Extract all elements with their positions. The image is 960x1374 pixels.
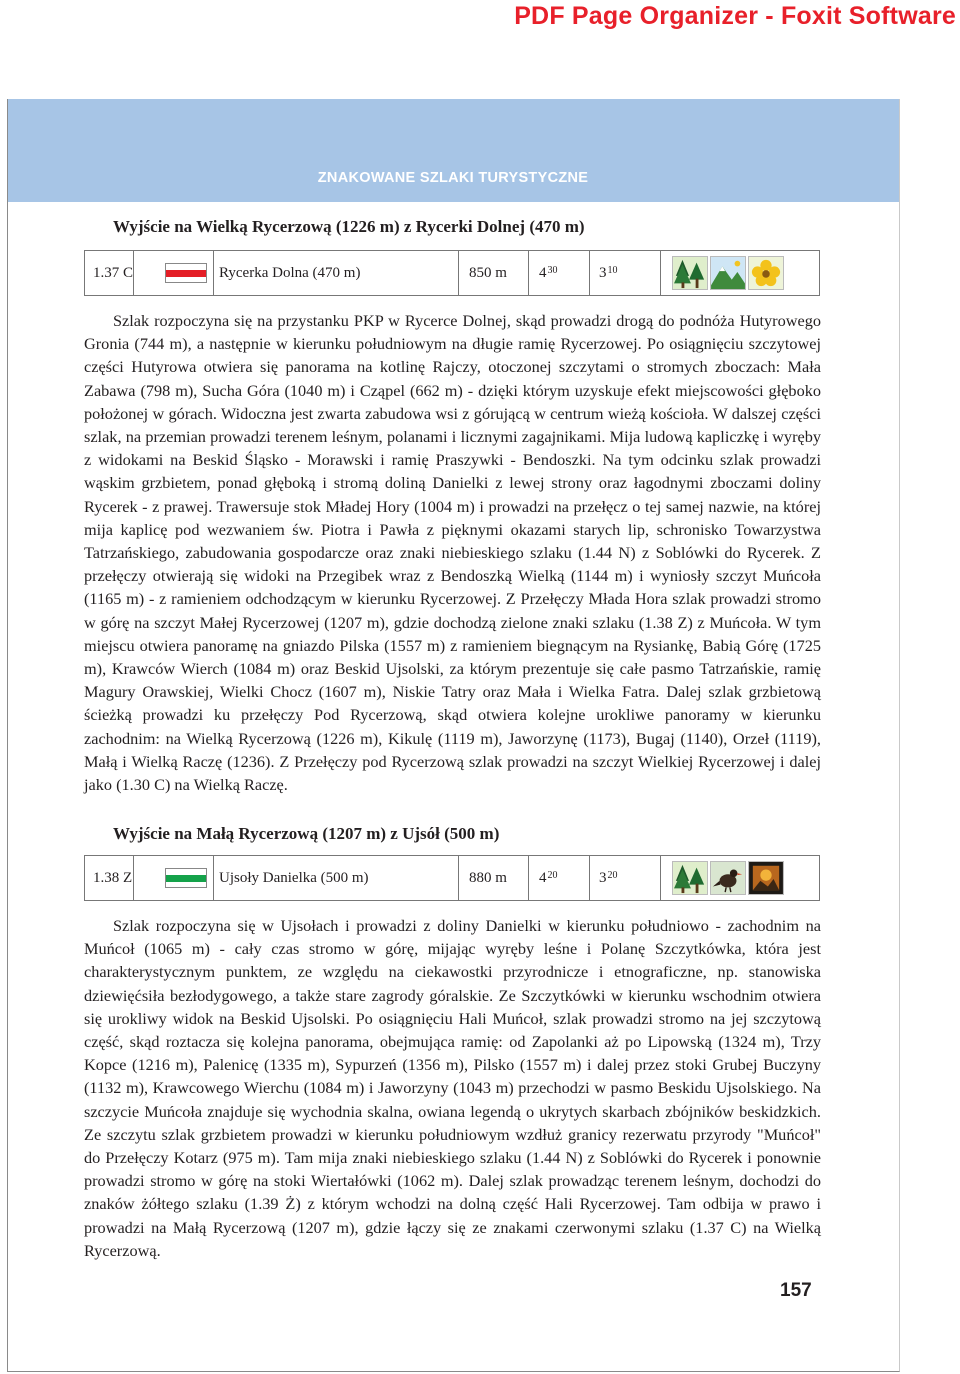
route-elevation: 850 m	[469, 264, 507, 281]
watermark-title: PDF Page Organizer - Foxit Software	[514, 2, 956, 30]
time-down-hours: 3	[599, 869, 607, 886]
mountain-view-icon	[710, 256, 746, 290]
route-code: 1.38 Z	[93, 869, 133, 886]
route-elevation: 880 m	[469, 869, 507, 886]
trail-marker-green	[165, 868, 207, 888]
route-heading: Wyjście na Wielką Rycerzową (1226 m) z Rycerki Dolnej (470 m)	[113, 217, 585, 236]
time-down: 3 $^{20}$	[599, 869, 618, 886]
route-start: Rycerka Dolna (470 m)	[219, 264, 361, 281]
time-up-hours: 4	[539, 869, 547, 886]
time-up-hours: 4	[539, 264, 547, 281]
sunset-icon	[748, 861, 784, 895]
route-description: Szlak rozpoczyna się w Ujsołach i prowadzi z doliny Danielki w kierunku południowo - zachodnim na Muńcoł (1065 m) - cały czas stromo w górę, mijając wyręby leśne i Polanę Szczytkówka, która jest charakterystycznym punktem, ze względu na ciekawostki przyrodnicze i etnograficzne, np. stanowiska dziewięćsiła bezłodygowego, a także stare zagrody góralskie. Ze Szczytkówki w kierunku wschodnim otwiera się urokliwy widok na Beskid Ujsolski. Po osiągnięciu Hali Muńcoł, szlak prowadzi stromo na jej szczytową część, skąd roztacza się kolejna panorama, obejmująca ramię: od Zapolanki aż po Lipowską (1324 m), Trzy Kopce (1216 m), Palenicę (1335 m), Sypurzeń (1356 m), Pilsko (1557 m) i dalej przez stoki Grubej Buczyny (1132 m), Krawcowego Wierchu (1084 m) i Jaworzyny (1043 m) przechodzi w pasmo Beskidu Ujsolskiego. Na szczycie Muńcoła znajduje się wychodnia skalna, owiana legendą o ukrytych skarbach zbójników beskidzkich. Ze szczytu szlak grzbietem prowadzi w kierunku południowym wzdłuż granicy rezerwatu przyrody "Muńcoł" do Przełęczy Kotarz (975 m). Tam mija znaki niebieskiego szlaku (1.44 N) z Soblówki do Rycerek i ponownie prowadzi stromo w górę na stoki Wiertałówki (1062 m). Dalej szlak prowadząc terenem leśnym, dochodzi do znaków żółtego szlaku (1.39 Ż) z którym wchodzi na dolną część Hali Rycerzowej. Tam odbija w prawo i prowadzi na Małą Rycerzową (1207 m), gdzie łączy się ze znakami czerwonymi szlaku (1.37 C) na Wielką Rycerzową.	[84, 916, 821, 1260]
route-description: Szlak rozpoczyna się na przystanku PKP w Rycerce Dolnej, skąd prowadzi drogą do podnóża Hutyrowego Gronia (744 m), a następnie w kierunku południowym na długie ramię Rycerzowej. Po osiągnięciu szczytowej części Hutyrowa otwiera się panorama na kotlinę Rajczy, otoczonej szczytami o stromych zboczach: Mała Zabawa (798 m), Sucha Góra (1040 m) i Cząpel (662 m) - dzięki którym uzyskuje efekt miejscowości głęboko położonej w górach. Widoczna jest zwarta zabudowa wsi z górującą w centrum wieżą kościoła. W dalszej części szlak, na przemian prowadzi terenem leśnym, polanami i licznymi zagajnikami. Mija ludową kapliczkę i wyręby z widokami na Beskid Śląsko - Morawski i ramię Praszywki - Bendoszki. Na tym odcinku szlak prowadzi wąskim grzbietem, ponad głęboką i stromą doliną Danielki z lewej strony oraz łagodnymi zboczami doliny Rycerek - z prawej. Trawersuje stok Mładej Hory (1004 m) i prowadzi na przełęcz o tej samej nazwie, na której mija kaplicę pod wezwaniem św. Piotra i Pawła z pięknymi okazami starych lip, schronisko Towarzystwa Tatrzańskiego, zabudowania gospodarcze oraz znaki niebieskiego szlaku (1.44 N) z Soblówki do Rycerek. Z przełęczy otwierają się widoki na Przegibek wraz z Bendoszką Wielką (1144 m) i wyniosły szczyt Muńcoła (1165 m) - z ramieniem odchodzącym w kierunku Rycerzowej. Z Przełęczy Młada Hora szlak prowadzi stromo w górę na szczyt Małej Rycerzowej (1207 m), gdzie dochodzą zielone znaki szlaku (1.38 Z) z Muńcoła. W tym miejscu otwiera panoramę na gniazdo Pilska (1557 m) z ramieniem biegnącym na Rysiankę, Babią Górę (1725 m), Krawców Wierch (1084 m) oraz Beskid Ujsolski, za którym prezentuje się całe pasmo Tatrzańskie, ramię Magury Orawskiej, Wielki Chocz (1607 m), Niskie Tatry oraz Mała i Wielka Fatra. Dalej szlak grzbietową ścieżką prowadzi ku przełęczy Pod Rycerzową, skąd otwiera kolejne urokliwe panoramy w kierunku zachodnim: na Wielką Rycerzową (1226 m), Kikulę (1119 m), Jaworzynę (1173), Bugaj (1140), Orzeł (1119), Małą i Wielką Raczę (1236). Z Przełęczy pod Rycerzową szlak prowadzi na szczyt Wielkiej Rycerzowej i dalej jako (1.30 C) na Wielką Raczę.	[84, 311, 821, 795]
time-down-hours: 3	[599, 264, 607, 281]
tree-icon	[672, 861, 708, 895]
route-heading: Wyjście na Małą Rycerzową (1207 m) z Ujsół (500 m)	[113, 824, 500, 843]
tree-icon	[672, 256, 708, 290]
bird-icon	[710, 861, 746, 895]
page-number: 157	[780, 1280, 812, 1301]
section-title: ZNAKOWANE SZLAKI TURYSTYCZNE	[317, 170, 589, 186]
time-up: 4 $^{20}$	[539, 869, 558, 886]
route-info-table	[84, 250, 820, 296]
time-down: 3 $^{10}$	[599, 264, 618, 281]
trail-marker-red	[165, 263, 207, 283]
time-up: 4 $^{30}$	[539, 264, 558, 281]
route-info-table	[84, 855, 820, 901]
flower-icon	[748, 256, 784, 290]
route-start: Ujsoły Danielka (500 m)	[219, 869, 369, 886]
route-code: 1.37 C	[93, 264, 134, 281]
